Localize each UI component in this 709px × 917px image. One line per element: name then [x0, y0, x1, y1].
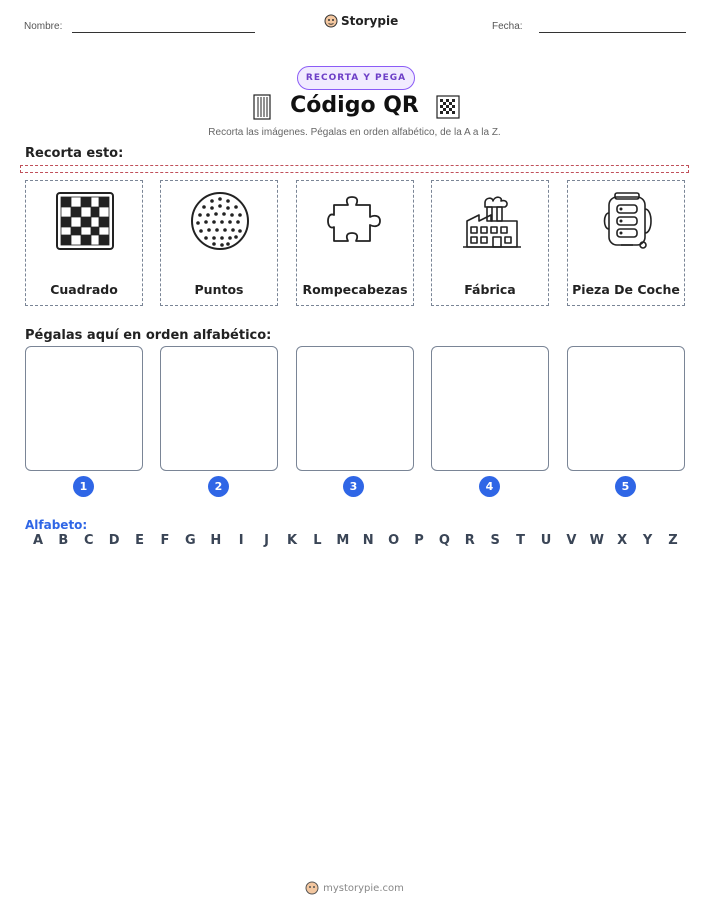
- alphabet-letter: D: [108, 533, 120, 548]
- paste-box-5[interactable]: [567, 346, 685, 471]
- alphabet-letter: I: [238, 533, 244, 548]
- cut-card-4[interactable]: [431, 180, 549, 306]
- alphabet-letter: A: [32, 533, 44, 548]
- alphabet-letter: T: [516, 533, 526, 548]
- paste-number-5: 5: [615, 476, 636, 497]
- instructions: Recorta las imágenes. Pégalas en orden alfabético, de la A a la Z.: [208, 127, 501, 138]
- alphabet-letter: P: [414, 533, 424, 548]
- alphabet-letter: N: [362, 533, 374, 548]
- alphabet-letter: B: [58, 533, 69, 548]
- paste-box-3[interactable]: [296, 346, 414, 471]
- footer: [0, 881, 709, 895]
- alphabet-letter: S: [490, 533, 500, 548]
- alphabet-letter: M: [336, 533, 350, 548]
- alphabet-heading: Alfabeto:: [25, 518, 88, 532]
- alphabet-letter: K: [286, 533, 298, 548]
- footer-site: mystorypie.com: [323, 882, 404, 894]
- alphabet-letter: U: [540, 533, 552, 548]
- alphabet-letter: L: [313, 533, 322, 548]
- date-line[interactable]: [539, 32, 686, 33]
- cut-card-2[interactable]: [160, 180, 278, 306]
- date-label: Fecha:: [492, 21, 523, 32]
- alphabet-letter: O: [388, 533, 400, 548]
- alphabet-letter: Q: [438, 533, 450, 548]
- cut-card-label: Puntos: [194, 282, 244, 297]
- alphabet-letter: V: [566, 533, 577, 548]
- alphabet-letter: H: [210, 533, 222, 548]
- cut-guide-line: [20, 165, 689, 173]
- cut-card-label: Fábrica: [464, 282, 516, 297]
- alphabet-letter: X: [617, 533, 628, 548]
- brand-mascot-icon: [324, 14, 338, 28]
- cut-card-5[interactable]: [567, 180, 685, 306]
- cut-card-label: Pieza De Coche: [572, 282, 680, 297]
- alphabet-letter: Y: [642, 533, 653, 548]
- footer-mascot-icon: [305, 881, 319, 895]
- checkered-square-icon: [55, 191, 115, 251]
- car-part-icon: [597, 191, 657, 251]
- dots-circle-icon: [190, 191, 250, 251]
- page-title: Código QR: [290, 93, 419, 118]
- alphabet-letter: Z: [668, 533, 678, 548]
- name-line[interactable]: [72, 32, 255, 33]
- puzzle-piece-icon: [326, 191, 386, 251]
- alphabet-letter: W: [589, 533, 604, 548]
- cut-card-label: Cuadrado: [50, 282, 118, 297]
- paste-number-3: 3: [343, 476, 364, 497]
- alphabet-letter: R: [464, 533, 475, 548]
- cut-card-1[interactable]: [25, 180, 143, 306]
- qr-code-icon: [436, 95, 460, 119]
- paste-heading: Pégalas aquí en orden alfabético:: [25, 328, 272, 343]
- cut-card-label: Rompecabezas: [302, 282, 408, 297]
- cut-card-3[interactable]: [296, 180, 414, 306]
- paste-box-1[interactable]: [25, 346, 143, 471]
- paste-number-1: 1: [73, 476, 94, 497]
- paste-box-4[interactable]: [431, 346, 549, 471]
- alphabet-letter: F: [160, 533, 170, 548]
- alphabet-letter: J: [264, 533, 270, 548]
- alphabet-letter: G: [185, 533, 196, 548]
- activity-badge: RECORTA Y PEGA: [297, 66, 415, 90]
- cut-heading: Recorta esto:: [25, 146, 124, 161]
- paste-box-2[interactable]: [160, 346, 278, 471]
- paste-number-4: 4: [479, 476, 500, 497]
- factory-icon: [461, 191, 523, 251]
- brand-name: Storypie: [341, 14, 399, 28]
- alphabet-letter: E: [135, 533, 145, 548]
- name-label: Nombre:: [24, 21, 63, 32]
- alphabet-letter: C: [84, 533, 94, 548]
- brand-logo: [324, 14, 398, 28]
- paste-number-2: 2: [208, 476, 229, 497]
